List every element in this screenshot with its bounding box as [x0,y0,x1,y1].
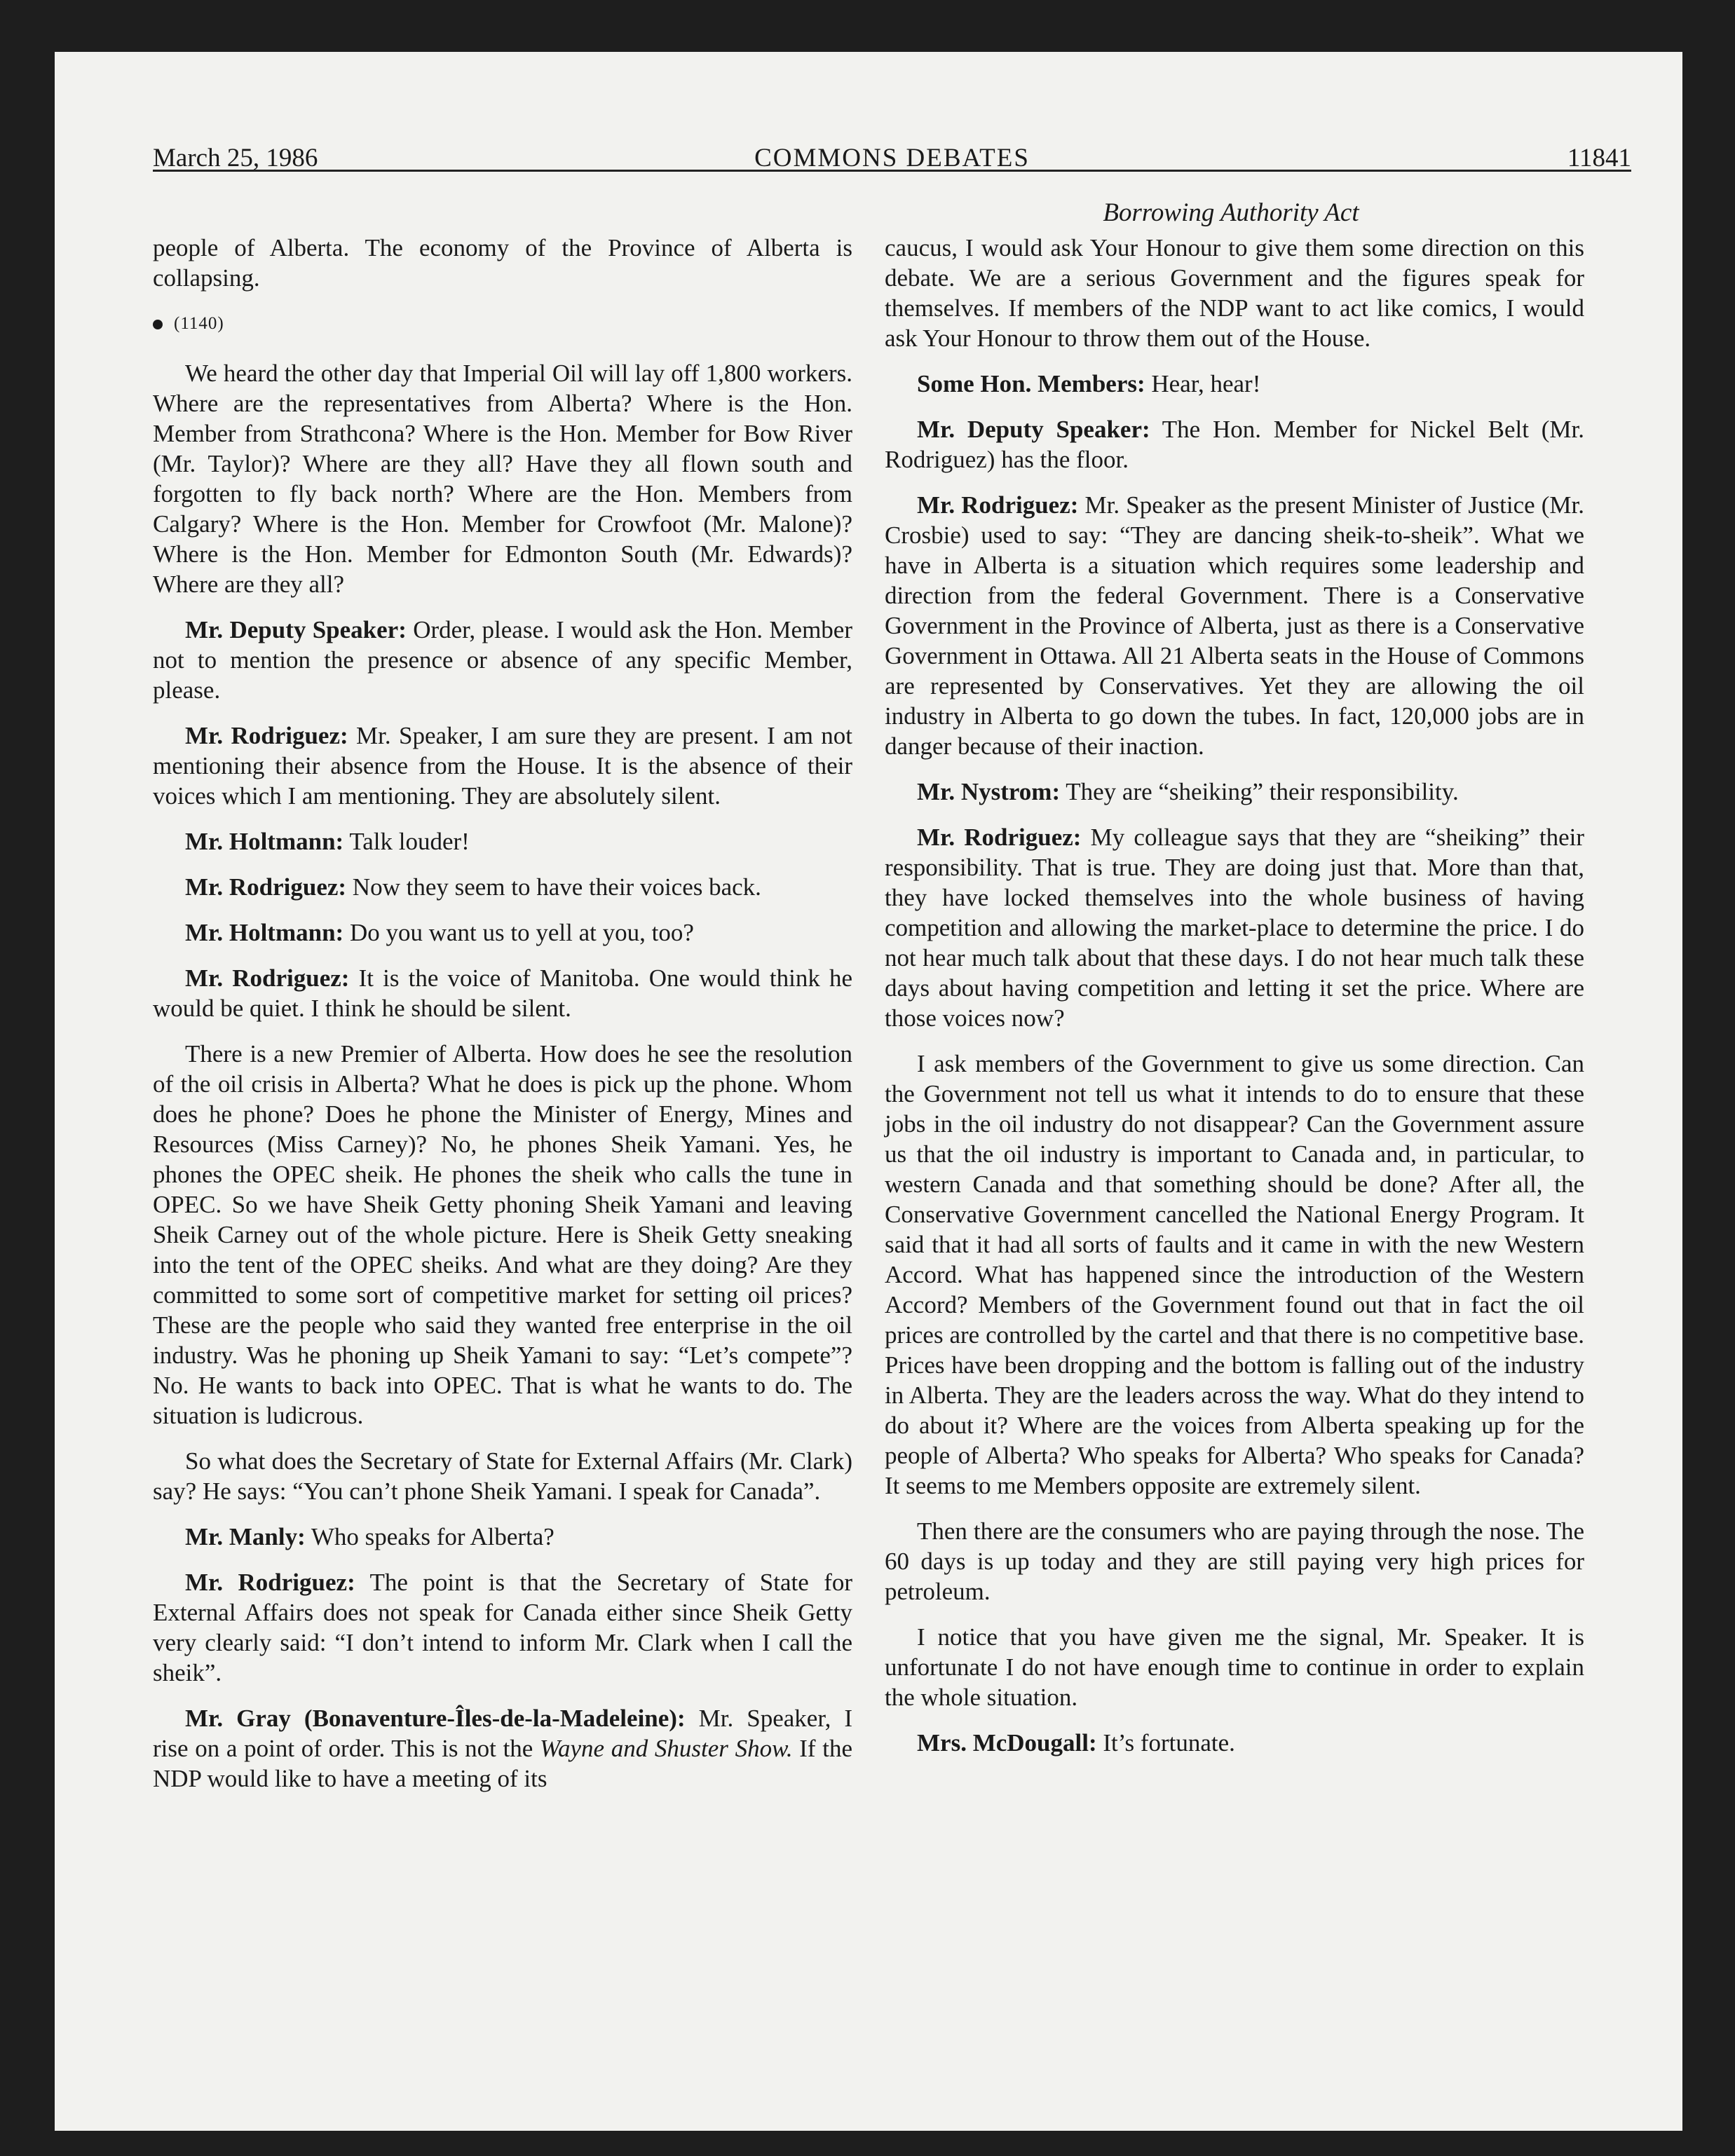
speaker-name: Mr. Rodriguez: [917,491,1079,519]
speech-text: It is the voice of Manitoba. One would think he would be quiet. I think he should be silent. [153,964,853,1022]
speech-text: Talk louder! [343,828,470,855]
paragraph: So what does the Secretary of State for External Affairs (Mr. Clark) say? He says: “You can’t phone Sheik Yamani. I speak for Canada”. [153,1447,852,1505]
speech-text: Mr. Speaker, I rise on a point of order. This is not the [153,1705,852,1762]
speech-text: Now they seem to have their voices back. [346,873,761,901]
paragraph: people of Alberta. The economy of the Province of Alberta is collapsing. [153,234,852,292]
speaker-name: Mr. Holtmann: [185,828,344,855]
speech [153,615,852,705]
speech [885,822,1584,1033]
speech-text: The point is that the Secretary of State for External Affairs does not speak for Canada either since Sheik Getty very clearly said: “I don’t intend to inform Mr. Clark when I call the sheik”. [153,1569,853,1686]
paragraph: We heard the other day that Imperial Oil will lay off 1,800 workers. Where are the representatives from Alberta? Where is the Hon. Member from Strathcona? Where is the Hon. Member for Bow River (Mr. Taylor)? Where are they all? Have they all flown south and forgotten to fly back north? Where are the Hon. Members from Calgary? Where is the Hon. Member for Crowfoot (Mr. Malone)? Where is the Hon. Member for Edmonton South (Mr. Edwards)? Where are they all? [153,360,852,598]
speech-text: Mr. Speaker as the present Minister of Justice (Mr. Crosbie) used to say: “They are dancing sheik-to-sheik”. What we have in Alberta is a situation which requires some leadership and direction from the federal Government. There is a Conservative Government in the Province of Alberta, just as there is a Conservative Government in Ottawa. All 21 Alberta seats in the House of Commons are represented by Conservatives. Yet they are allowing the oil industry in Alberta to go down the tubes. In fact, 120,000 jobs are in danger because of their inaction. [885,491,1585,760]
time-marker-label: (1140) [174,314,224,333]
speech-text: Order, please. I would ask the Hon. Member not to mention the presence or absence of any specific Member, please. [153,616,852,704]
speech [885,414,1584,475]
right-column [885,233,1584,1773]
speech [153,872,852,902]
paragraph: I ask members of the Government to give us some direction. Can the Government not tell us what it intends to do to ensure that these jobs in the oil industry do not disappear? Can the Government assure us that the oil industry is important to Canada and, in particular, to western Canada and that something should be done? After all, the Conservative Government cancelled the National Energy Program. It said that it had all sorts of faults and it came in with the new Western Accord. What has happened since the introduction of the Western Accord? Members of the Government found out that in fact the oil prices are controlled by the cartel and that there is no competitive base. Prices have been dropping and the bottom is falling out of the industry in Alberta. They are the leaders across the way. What do they intend to do about it? Where are the voices from Alberta speaking up for the people of Alberta? Who speaks for Alberta? Who speaks for Canada? It seems to me Members opposite are extremely silent. [885,1050,1584,1499]
speaker-name: Mrs. McDougall: [917,1729,1097,1756]
paragraph: I notice that you have given me the signal, Mr. Speaker. It is unfortunate I do not have enough time to continue in order to explain the whole situation. [885,1623,1584,1711]
speech-text: They are “sheiking” their responsibility. [1060,778,1459,805]
speech [153,826,852,857]
speaker-name: Mr. Rodriguez: [185,873,347,901]
speech-text: Do you want us to yell at you, too? [343,919,694,946]
paragraph: caucus, I would ask Your Honour to give them some direction on this debate. We are a serious Government and the figures speak for themselves. If members of the NDP want to act like comics, I would ask Your Honour to throw them out of the House. [885,234,1584,352]
header-title: COMMONS DEBATES [754,144,1030,172]
speaker-name: Mr. Gray (Bonaventure-Îles-de-la-Madeleine): [185,1705,686,1732]
speaker-name: Mr. Rodriguez: [185,964,350,992]
speaker-name: Mr. Rodriguez: [185,722,348,749]
speaker-name: Mr. Holtmann: [185,919,344,946]
speech [153,1522,852,1552]
speech [885,777,1584,807]
speech-text: Hear, hear! [1145,370,1261,397]
header-page-number: 11841 [1567,144,1631,172]
speech-text: It’s fortunate. [1096,1729,1235,1756]
speech [153,963,852,1023]
speech [153,721,852,811]
paragraph: There is a new Premier of Alberta. How does he see the resolution of the oil crisis in Alberta? What he does is pick up the phone. Whom does he phone? Does he phone the Minister of Energy, Mines and Resources (Miss Carney)? No, he phones Sheik Yamani. Yes, he phones the OPEC sheik. He phones the sheik who calls the tune in OPEC. So we have Sheik Getty phoning Sheik Yamani and leaving Sheik Carney out of the whole picture. Here is Sheik Getty sneaking into the tent of the OPEC sheiks. And what are they doing? Are they committed to some sort of competitive market for setting oil prices? These are the people who said they wanted free enterprise in the oil industry. Was he phoning up Sheik Yamani to say: “Let’s compete”? No. He wants to back into OPEC. That is what he wants to do. The situation is ludicrous. [153,1040,852,1429]
speech [885,1728,1584,1758]
speaker-name: Mr. Deputy Speaker: [185,616,407,643]
speech-text: My colleague says that they are “sheiking” their responsibility. That is true. They are doing just that. More than that, they have locked themselves into the whole business of having competition and allowing the market-place to determine the price. I do not hear much talk about that these days. I do not hear much talk these days about having competition and letting it set the price. Where are those voices now? [885,824,1585,1032]
page-header [153,90,1631,172]
speech-text: If the NDP would like to have a meeting of its [153,1735,852,1792]
speech-text: Who speaks for Alberta? [305,1523,554,1550]
speaker-name: Mr. Manly: [185,1523,306,1550]
bullet-icon [153,320,163,329]
speech [153,1703,852,1794]
speech [885,369,1584,399]
speaker-name: Mr. Rodriguez: [917,824,1082,851]
left-column [153,233,852,1809]
time-marker [153,308,852,339]
speaker-name: Some Hon. Members: [917,370,1145,397]
running-head: Borrowing Authority Act [1103,198,1359,227]
speech-text: Mr. Speaker, I am sure they are present. I am not mentioning their absence from the House. It is the absence of their voices which I am mentioning. They are absolutely silent. [153,722,853,810]
speaker-name: Mr. Rodriguez: [185,1569,355,1596]
speech [885,490,1584,761]
speech [153,1567,852,1688]
speaker-name: Mr. Deputy Speaker: [917,416,1150,443]
speech [153,917,852,948]
speech-text: The Hon. Member for Nickel Belt (Mr. Rodriguez) has the floor. [885,416,1584,473]
show-title: Wayne and Shuster Show. [540,1735,793,1762]
header-date: March 25, 1986 [153,144,318,172]
paragraph: Then there are the consumers who are paying through the nose. The 60 days is up today and they are still paying very high prices for petroleum. [885,1517,1584,1605]
speaker-name: Mr. Nystrom: [917,778,1061,805]
